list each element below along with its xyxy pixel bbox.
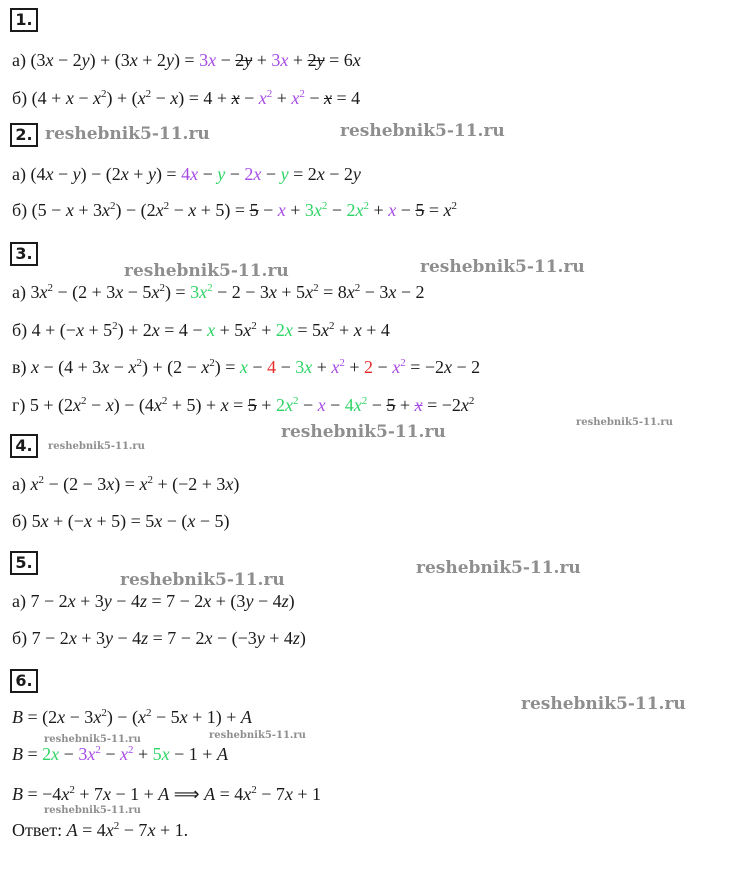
- watermark: reshebnik5-11.ru: [48, 441, 145, 452]
- task-number-6: 6.: [10, 669, 38, 693]
- watermark: reshebnik5-11.ru: [44, 805, 141, 816]
- task-1a-line: а) (3x − 2y) + (3x + 2y) = 3x − 2y + 3x + 2y = 6x: [12, 50, 361, 70]
- task-3b-line: б) $4 + (-x + 5^2) + 2x = 4 - x + 5x^2 + 2x = 5x^2 + x + 4$: [12, 320, 390, 340]
- task-6-line-2: $B = 2x - 3x^2 - x^2 + 5x - 1 + A$: [12, 744, 228, 764]
- task-3g-line: г) $5 + (2x^2 - x) - (4x^2 + 5) + x = 5 + 2x^2 - x - 4x^2 - 5 + x = -2x^2$: [12, 395, 475, 415]
- task-6-answer: Ответ: $A = 4x^2 - 7x + 1$.: [12, 820, 189, 840]
- task-5b-line: б) 7 − 2x + 3y − 4z = 7 − 2x − (−3y + 4z): [12, 628, 306, 648]
- watermark: reshebnik5-11.ru: [576, 417, 673, 428]
- watermark: reshebnik5-11.ru: [120, 570, 285, 590]
- task-number-5: 5.: [10, 551, 38, 575]
- task-2a-line: а) (4x − y) − (2x + y) = 4x − y − 2x − y = 2x − 2y: [12, 164, 361, 184]
- task-3v-line: в) $x - (4 + 3x - x^2) + (2 - x^2) = x - 4 - 3x + x^2 + 2 - x^2 = -2x - 2$: [12, 357, 481, 377]
- task-number-1: 1.: [10, 8, 38, 32]
- task-1b-line: б) $(4 + x - x^2) + (x^2 - x) = 4 + x - x^2 + x^2 - x = 4$: [12, 88, 361, 108]
- task-2b-line: б) $(5 - x + 3x^2) - (2x^2 - x + 5) = 5 - x + 3x^2 - 2x^2 + x - 5 = x^2$: [12, 200, 457, 220]
- task-5a-line: а) 7 − 2x + 3y − 4z = 7 − 2x + (3y − 4z): [12, 591, 295, 611]
- watermark: reshebnik5-11.ru: [420, 257, 585, 277]
- task-4b-line: б) 5x + (−x + 5) = 5x − (x − 5): [12, 511, 230, 531]
- watermark: reshebnik5-11.ru: [124, 261, 289, 281]
- watermark: reshebnik5-11.ru: [45, 124, 210, 144]
- task-number-3: 3.: [10, 242, 38, 266]
- task-3a-line: а) $3x^2 - (2 + 3x - 5x^2) = 3x^2 - 2 - 3x + 5x^2 = 8x^2 - 3x - 2$: [12, 282, 425, 302]
- watermark: reshebnik5-11.ru: [416, 558, 581, 578]
- task-number-4: 4.: [10, 434, 38, 458]
- watermark: reshebnik5-11.ru: [44, 734, 141, 745]
- task-6-line-1: $B = (2x - 3x^2) - (x^2 - 5x + 1) + A$: [12, 707, 252, 727]
- watermark: reshebnik5-11.ru: [209, 730, 306, 741]
- watermark: reshebnik5-11.ru: [340, 121, 505, 141]
- task-number-2: 2.: [10, 123, 38, 147]
- watermark: reshebnik5-11.ru: [281, 422, 446, 442]
- task-6-line-3: $B = -4x^2 + 7x - 1 + A$ ⟹ $A = 4x^2 - 7x + 1$: [12, 784, 322, 804]
- task-4a-line: а) $x^2 - (2 - 3x) = x^2 + (-2 + 3x)$: [12, 474, 240, 494]
- watermark: reshebnik5-11.ru: [521, 694, 686, 714]
